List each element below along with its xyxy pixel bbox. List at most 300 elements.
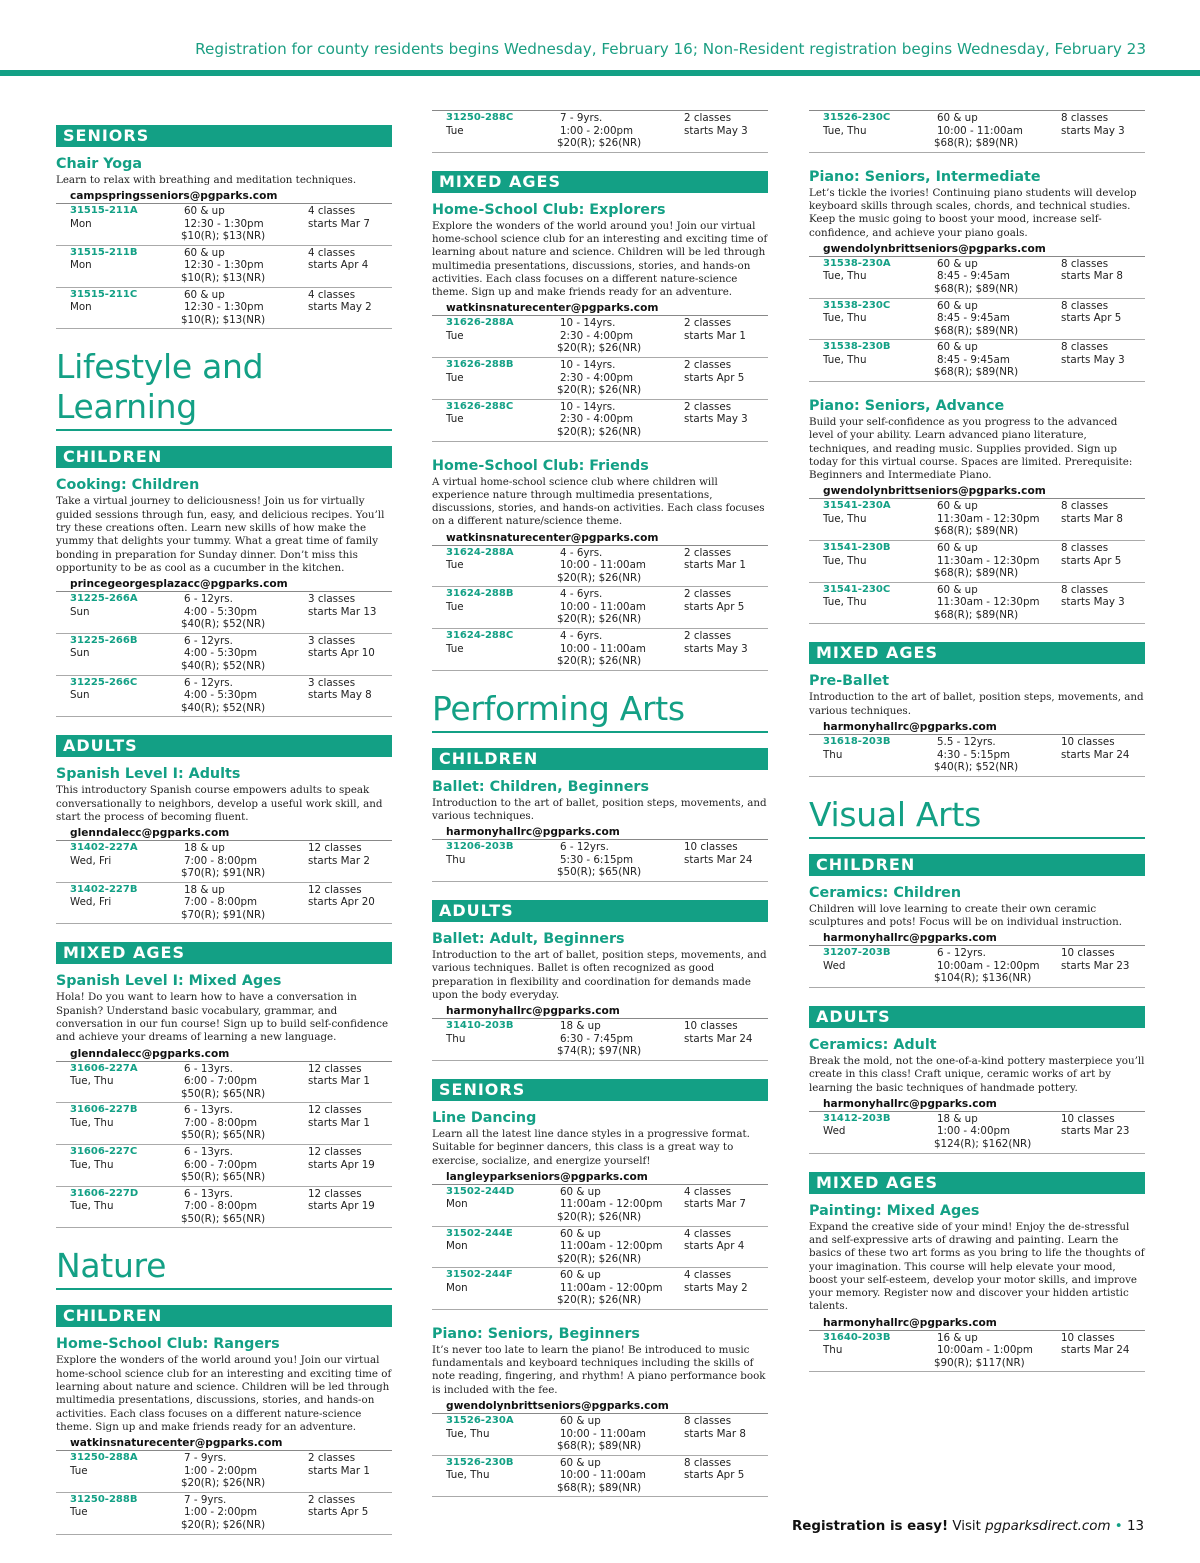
course-code[interactable]: 31515-211B [70,246,138,258]
course-description: Let’s tickle the ivories! Continuing piano students will develop keyboard skills through scales, chords, and technical studies. Keep the music going to boost your mood, increase self-confidence, and achieve your piano goals. [809,186,1137,239]
start-date: starts Mar 24 [1061,748,1130,761]
session-fee: $68(R); $89(NR) [934,324,1019,337]
session-time: 2:30 - 4:00pm [560,371,634,384]
age-range: 6 - 13yrs. [184,1146,233,1159]
course-cooking-children [56,477,392,717]
spacer [809,1154,1145,1172]
start-date: starts Apr 20 [308,896,375,909]
session-days: Tue, Thu [446,1469,490,1482]
course-code[interactable]: 31526-230B [446,1456,514,1468]
course-code[interactable]: 31626-288A [446,317,514,329]
session-row [56,841,392,883]
session-row [809,1331,1145,1373]
session-row [809,946,1145,988]
class-count: 4 classes [308,205,356,218]
session-fee: $50(R); $65(NR) [181,1087,266,1100]
spacer [56,717,392,735]
session-fee: $20(R); $26(NR) [557,613,642,626]
start-date: starts Apr 5 [1061,312,1122,325]
spacer [432,0,768,110]
session-fee: $90(R); $117(NR) [934,1356,1025,1369]
session-fee: $50(R); $65(NR) [557,866,642,879]
start-date: starts Mar 23 [1061,1125,1130,1138]
course-code[interactable]: 31624-288B [446,588,514,600]
age-range: 6 - 12yrs. [184,634,233,647]
contact-email[interactable]: harmonyhallrc@pgparks.com [809,720,1145,735]
column-1 [56,0,392,1535]
course-code[interactable]: 31515-211A [70,205,138,217]
audience-banner-adults: ADULTS [56,735,392,757]
session-row [432,1414,768,1456]
course-description: Break the mold, not the one-of-a-kind pottery masterpiece you’ll create in this class! Craft unique, ceramic works of art by learning the basic techniques of handmade pottery. [809,1055,1145,1094]
course-title: Home-School Club: Friends [432,457,649,474]
start-date: starts Apr 10 [308,647,375,660]
class-count: 8 classes [1061,542,1109,555]
session-fee: $20(R); $26(NR) [557,342,642,355]
course-code[interactable]: 31402-227A [70,842,138,854]
course-piano-seniors-intermediate [809,169,1145,382]
session-time: 8:45 - 9:45am [937,353,1010,366]
course-description: Introduction to the art of ballet, position steps, movements, and various techniques. [432,796,767,823]
session-days: Thu [446,1032,466,1045]
course-code[interactable]: 31618-203B [823,736,891,748]
session-days: Tue, Thu [70,1075,114,1088]
session-time: 4:00 - 5:30pm [184,689,258,702]
course-code[interactable]: 31626-288B [446,359,514,371]
age-range: 18 & up [184,883,225,896]
start-date: starts Mar 8 [684,1427,746,1440]
spacer [809,382,1145,398]
footer-separator: • [1110,1519,1127,1534]
course-description: Children will love learning to create their own ceramic sculptures and pots! Focus will be on individual instruction. [809,902,1122,929]
class-count: 10 classes [684,841,738,854]
contact-email[interactable]: harmonyhallrc@pgparks.com [809,1316,1145,1331]
course-code[interactable]: 31606-227D [70,1187,139,1199]
start-date: starts Apr 4 [308,259,369,272]
session-fee: $124(R); $162(NR) [934,1137,1032,1150]
session-time: 2:30 - 4:00pm [560,329,634,342]
course-piano-seniors-beginners [432,1326,768,1498]
course-code[interactable]: 31225-266A [70,593,138,605]
start-date: starts Mar 24 [1061,1344,1130,1357]
session-row [809,541,1145,583]
session-row [56,204,392,246]
session-row [56,676,392,718]
course-description: Learn to relax with breathing and meditation techniques. [56,174,357,186]
session-fee: $104(R); $136(NR) [934,972,1032,985]
session-time: 7:00 - 8:00pm [184,854,258,867]
age-range: 7 - 9yrs. [560,112,603,124]
session-fee: $50(R); $65(NR) [181,1171,266,1184]
footer-visit: Visit [948,1519,986,1534]
session-time: 4:00 - 5:30pm [184,605,258,618]
class-count: 4 classes [308,288,356,301]
course-code[interactable]: 31538-230A [823,257,891,269]
course-code[interactable]: 31606-227B [70,1104,138,1116]
session-days: Wed [823,959,846,972]
class-count: 12 classes [308,1062,362,1075]
course-home-school-club-friends [432,458,768,671]
audience-banner-adults: ADULTS [432,900,768,922]
footer-lead: Registration is easy! [791,1519,949,1534]
session-days: Tue, Thu [70,1116,114,1129]
course-title: Chair Yoga [56,156,142,172]
session-fee: $70(R); $91(NR) [181,867,266,880]
course-code[interactable]: 31538-230B [823,341,891,353]
course-title: Ballet: Children, Beginners [432,778,649,795]
start-date: starts Mar 1 [308,1116,370,1129]
session-row [56,592,392,634]
age-range: 5.5 - 12yrs. [937,736,996,749]
contact-email[interactable]: gwendolynbrittseniors@pgparks.com [809,484,1145,499]
class-count: 2 classes [684,317,732,330]
session-fee: $68(R); $89(NR) [934,137,1019,149]
course-description: Explore the wonders of the world around you! Join our virtual home-school science club for an interesting and exciting time of learning about nature and science. Children will be led through multimedia presentations, discussions, stories, and hands-on activities. Each class focuses on a different nature-science theme. Sign up and make friends ready for an adventure. [56,1354,392,1433]
start-date: starts Mar 7 [308,217,370,230]
course-code[interactable]: 31541-230B [823,542,891,554]
session-days: Mon [446,1281,468,1294]
contact-email[interactable]: watkinsnaturecenter@pgparks.com [432,531,768,546]
start-date: starts May 2 [308,301,372,314]
footer-site-link[interactable]: pgparksdirect.com [985,1519,1111,1534]
start-date: starts Mar 1 [308,1464,370,1477]
session-time: 7:00 - 8:00pm [184,1116,258,1129]
session-days: Tue, Thu [446,1427,490,1440]
session-days: Tue, Thu [823,312,867,325]
start-date: starts Apr 5 [684,600,745,613]
course-code[interactable]: 31541-230C [823,583,891,595]
session-row [809,257,1145,299]
audience-banner-children: CHILDREN [432,748,768,770]
age-range: 60 & up [937,299,978,312]
course-code[interactable]: 31541-230A [823,500,891,512]
start-date: starts Apr 19 [308,1158,375,1171]
course-code[interactable]: 31250-288B [70,1493,138,1505]
contact-email[interactable]: campspringsseniors@pgparks.com [56,189,392,204]
contact-email[interactable]: harmonyhallrc@pgparks.com [809,1097,1145,1112]
contact-email[interactable]: gwendolynbrittseniors@pgparks.com [432,1399,768,1414]
start-date: starts Apr 5 [684,371,745,384]
session-time: 10:00am - 12:00pm [937,959,1040,972]
session-row [809,1112,1145,1154]
session-fee: $40(R); $52(NR) [181,618,266,631]
session-row [56,1062,392,1104]
session-days: Thu [823,1344,843,1357]
class-count: 12 classes [308,1187,362,1200]
course-chair-yoga [56,156,392,329]
course-code[interactable]: 31624-288C [446,630,514,642]
class-count: 8 classes [1061,257,1109,270]
start-date: starts May 2 [684,1281,748,1294]
course-description: Hola! Do you want to learn how to have a conversation in Spanish? Understand basic vocabulary, grammar, and conversation in our fun course! Sign up to build self-confidence and achieve your dreams of learning a new language. [56,991,389,1044]
class-count: 8 classes [1061,299,1109,312]
course-title: Cooking: Children [56,477,200,494]
session-row [56,1493,392,1535]
start-date: starts Mar 24 [684,853,753,866]
start-date: starts May 3 [684,124,748,137]
course-pre-ballet [809,673,1145,776]
spacer [432,1310,768,1326]
age-range: 6 - 13yrs. [184,1187,233,1200]
class-count: 2 classes [308,1493,356,1506]
session-fee: $40(R); $52(NR) [181,701,266,714]
start-date: starts Mar 2 [308,854,370,867]
course-code[interactable]: 31206-203B [446,841,514,853]
session-fee: $50(R); $65(NR) [181,1212,266,1225]
session-fee: $20(R); $26(NR) [557,571,642,584]
course-code[interactable]: 31502-244E [446,1227,513,1239]
session-row [809,111,1145,153]
session-fee: $68(R); $89(NR) [934,282,1019,295]
session-days: Tue, Thu [823,512,867,525]
session-row [56,288,392,330]
session-time: 7:00 - 8:00pm [184,1200,258,1213]
course-code[interactable]: 31412-203B [823,1112,891,1124]
class-count: 4 classes [684,1227,732,1240]
course-home-school-club-rangers [56,1336,392,1534]
age-range: 60 & up [560,1456,601,1469]
session-time: 11:30am - 12:30pm [937,596,1040,609]
contact-email[interactable]: glenndalecc@pgparks.com [56,826,392,841]
age-range: 60 & up [560,1227,601,1240]
session-group [809,110,1145,153]
course-code[interactable]: 31225-266C [70,676,138,688]
section-title-visual-arts: Visual Arts [809,795,1145,839]
class-count: 4 classes [684,1185,732,1198]
age-range: 6 - 13yrs. [184,1104,233,1117]
course-code[interactable]: 31515-211C [70,288,138,300]
session-days: Mon [70,301,92,314]
session-fee: $20(R); $26(NR) [181,1518,266,1531]
session-fee: $20(R); $26(NR) [557,384,642,397]
contact-email[interactable]: langleyparkseniors@pgparks.com [432,1170,768,1185]
session-row [432,546,768,588]
session-days: Tue [446,124,464,137]
contact-email[interactable]: harmonyhallrc@pgparks.com [432,825,768,840]
start-date: starts Apr 19 [308,1200,375,1213]
start-date: starts Apr 5 [308,1506,369,1519]
start-date: starts Mar 13 [308,605,377,618]
contact-email[interactable]: harmonyhallrc@pgparks.com [432,1004,768,1019]
session-time: 10:00am - 1:00pm [937,1344,1033,1357]
session-days: Thu [823,748,843,761]
session-days: Tue, Thu [823,353,867,366]
audience-banner-children: CHILDREN [809,854,1145,876]
course-code[interactable]: 31502-244D [446,1185,515,1197]
session-row [56,634,392,676]
course-description: Learn all the latest line dance styles in a progressive format. Suitable for beginner dancers, this class is a great way to exercise, socialize, and energize yourself! [432,1127,750,1167]
class-count: 8 classes [1061,583,1109,596]
section-title-lifestyle-and-learning: Lifestyle and Learning [56,347,392,431]
class-count: 8 classes [684,1456,732,1469]
course-code[interactable]: 31626-288C [446,400,514,412]
age-range: 6 - 12yrs. [560,841,609,854]
session-time: 11:00am - 12:00pm [560,1198,663,1211]
course-ceramics-adult [809,1037,1145,1154]
session-row [432,629,768,671]
class-count: 2 classes [308,1452,356,1465]
session-time: 12:30 - 1:30pm [184,217,264,230]
start-date: starts Mar 1 [308,1075,370,1088]
course-spanish-level-i-mixed-ages [56,973,392,1228]
age-range: 60 & up [560,1269,601,1282]
session-fee: $20(R); $26(NR) [557,655,642,668]
session-days: Tue [446,559,464,572]
class-count: 3 classes [308,593,356,606]
session-days: Thu [446,853,466,866]
session-time: 4:30 - 5:15pm [937,748,1011,761]
class-count: 8 classes [684,1415,732,1428]
age-range: 60 & up [937,112,978,124]
course-code[interactable]: 31410-203B [446,1020,514,1032]
session-row [56,883,392,925]
course-code[interactable]: 31402-227B [70,883,138,895]
start-date: starts May 3 [1061,353,1125,366]
audience-banner-children: CHILDREN [56,446,392,468]
page-footer [792,1519,1144,1534]
session-row [432,358,768,400]
session-fee: $10(R); $13(NR) [181,271,266,284]
session-days: Wed, Fri [70,854,112,867]
session-time: 12:30 - 1:30pm [184,301,264,314]
course-code[interactable]: 31624-288A [446,546,514,558]
course-code[interactable]: 31606-227A [70,1062,138,1074]
session-fee: $68(R); $89(NR) [934,608,1019,621]
contact-email[interactable]: gwendolynbrittseniors@pgparks.com [809,242,1145,257]
age-range: 4 - 6yrs. [560,546,603,559]
contact-email[interactable]: glenndalecc@pgparks.com [56,1047,392,1062]
spacer [432,442,768,458]
start-date: starts May 3 [1061,596,1125,609]
session-days: Tue [70,1506,88,1519]
start-date: starts Mar 23 [1061,959,1130,972]
age-range: 6 - 13yrs. [184,1062,233,1075]
start-date: starts Mar 8 [1061,270,1123,283]
course-title: Home-School Club: Explorers [432,201,666,218]
session-fee: $68(R); $89(NR) [557,1440,642,1453]
course-title: Piano: Seniors, Beginners [432,1325,640,1342]
class-count: 12 classes [308,1146,362,1159]
session-time: 1:00 - 2:00pm [184,1464,258,1477]
class-count: 10 classes [1061,947,1115,960]
session-fee: $20(R); $26(NR) [181,1477,266,1490]
audience-banner-mixed-ages: MIXED AGES [809,1172,1145,1194]
spacer [432,671,768,689]
course-code[interactable]: 31250-288A [70,1452,138,1464]
course-code[interactable]: 31526-230A [446,1415,514,1427]
age-range: 6 - 12yrs. [184,676,233,689]
course-code[interactable]: 31606-227C [70,1146,138,1158]
course-title: Painting: Mixed Ages [809,1202,980,1219]
session-row [56,1145,392,1187]
course-code[interactable]: 31207-203B [823,947,891,959]
session-days: Tue, Thu [823,270,867,283]
course-title: Piano: Seniors, Intermediate [809,168,1041,185]
age-range: 10 - 14yrs. [560,400,616,413]
age-range: 60 & up [184,205,225,218]
session-days: Tue [446,642,464,655]
start-date: starts Apr 4 [684,1240,745,1253]
spacer [809,777,1145,795]
course-title: Spanish Level I: Mixed Ages [56,973,282,990]
course-painting-mixed-ages [809,1203,1145,1373]
start-date: starts Apr 5 [1061,554,1122,567]
session-days: Tue, Thu [823,554,867,567]
course-description: This introductory Spanish course empowers adults to speak conversationally to neighbors, develop a useful work skill, and start the process of becoming fluent. [56,784,383,823]
class-count: 12 classes [308,1104,362,1117]
contact-email[interactable]: watkinsnaturecenter@pgparks.com [432,301,768,316]
course-home-school-club-explorers [432,202,768,442]
session-time: 6:00 - 7:00pm [184,1158,258,1171]
start-date: starts Mar 1 [684,559,746,572]
session-days: Tue, Thu [823,124,867,137]
course-description: Introduction to the art of ballet, position steps, movements, and various techniques. [809,691,1144,717]
session-row [56,1187,392,1229]
spacer [56,924,392,942]
session-time: 4:00 - 5:30pm [184,647,258,660]
audience-banner-mixed-ages: MIXED AGES [56,942,392,964]
contact-email[interactable]: harmonyhallrc@pgparks.com [809,931,1145,946]
course-code[interactable]: 31538-230C [823,299,891,311]
session-row [432,1227,768,1269]
class-count: 2 classes [684,112,732,124]
start-date: starts Mar 1 [684,329,746,342]
course-title: Ceramics: Adult [809,1037,937,1054]
age-range: 60 & up [937,500,978,513]
age-range: 4 - 6yrs. [560,588,603,601]
session-row [809,583,1145,625]
course-code[interactable]: 31502-244F [446,1269,513,1281]
course-code[interactable]: 31225-266B [70,634,138,646]
session-time: 10:00 - 11:00am [560,600,646,613]
session-time: 8:45 - 9:45am [937,312,1010,325]
spacer [432,153,768,171]
course-code[interactable]: 31250-288C [446,112,514,123]
session-row [432,1268,768,1310]
age-range: 7 - 9yrs. [184,1452,227,1465]
session-days: Tue, Thu [823,596,867,609]
audience-banner-seniors: SENIORS [56,125,392,147]
session-days: Sun [70,647,90,660]
start-date: starts Mar 7 [684,1198,746,1211]
session-fee: $10(R); $13(NR) [181,313,266,326]
session-row [432,840,768,882]
page-number: 13 [1126,1519,1144,1534]
session-row [56,1103,392,1145]
session-row [56,1451,392,1493]
session-days: Mon [446,1198,468,1211]
class-count: 2 classes [684,630,732,643]
session-days: Tue, Thu [70,1158,114,1171]
session-time: 11:00am - 12:00pm [560,1281,663,1294]
class-count: 4 classes [684,1269,732,1282]
session-row [809,735,1145,777]
session-group [432,110,768,153]
course-code[interactable]: 31640-203B [823,1331,891,1343]
contact-email[interactable]: princegeorgesplazacc@pgparks.com [56,577,392,592]
column-2 [432,0,768,1497]
session-time: 12:30 - 1:30pm [184,259,264,272]
age-range: 6 - 12yrs. [184,593,233,606]
class-count: 3 classes [308,634,356,647]
session-fee: $40(R); $52(NR) [934,761,1019,774]
session-row [809,299,1145,341]
course-title: Pre-Ballet [809,673,890,690]
start-date: starts May 3 [684,642,748,655]
session-fee: $68(R); $89(NR) [557,1481,642,1494]
course-code[interactable]: 31526-230C [823,112,891,123]
contact-email[interactable]: watkinsnaturecenter@pgparks.com [56,1436,392,1451]
